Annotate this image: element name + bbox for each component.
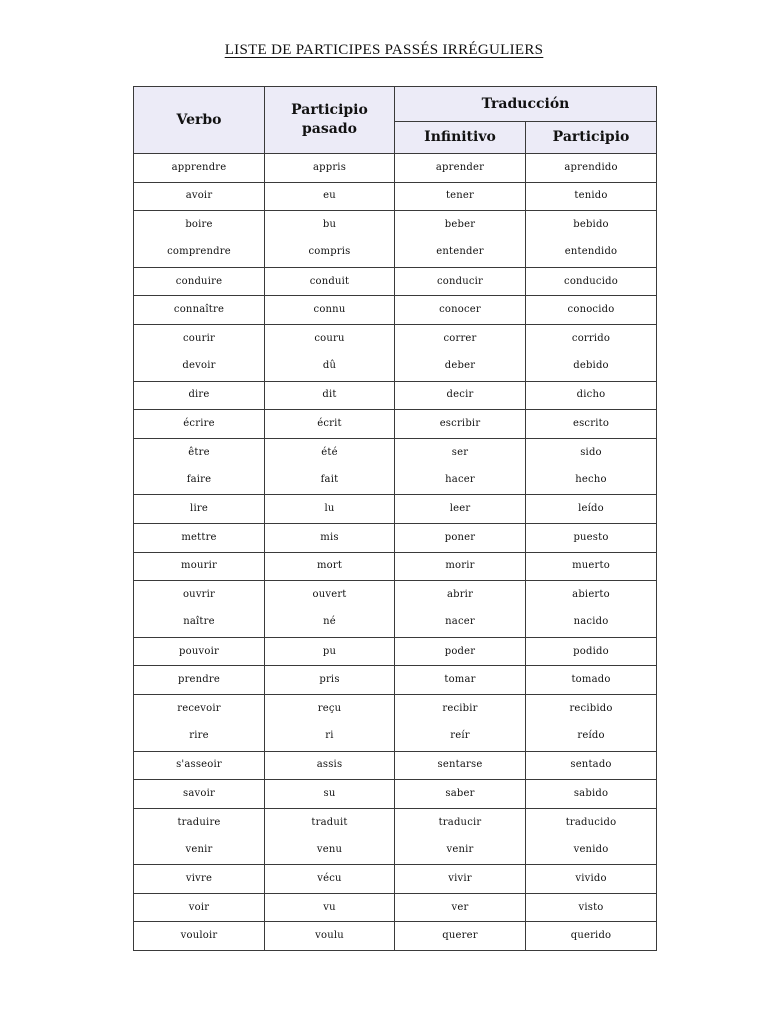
cell-text: entender [436,246,484,258]
infinitivo-cell [395,922,526,951]
cell-text: conduit [309,275,350,287]
infinitivo-cell [395,637,526,666]
cell-text: abierto [572,589,610,601]
cell-text: prendre [177,674,221,686]
participio-cell [526,552,657,581]
cell-text: vivre [185,873,213,885]
cell-text: mis [320,531,339,543]
cell-text: querer [442,930,478,942]
header-participio-pasado [265,87,395,154]
cell-text: s'asseoir [176,759,222,771]
cell-text: sabido [573,787,609,799]
table-row [134,865,657,894]
participio-cell [526,495,657,524]
cell-text: decir [446,389,474,401]
verbo-cell [134,438,265,495]
participio-pasado-cell [265,637,395,666]
cell-text: bu [322,219,337,231]
cell-text: avoir [185,190,213,202]
participio-cell [526,922,657,951]
cell-text: compris [308,246,351,258]
participio-cell [526,751,657,780]
cell-text: vivir [448,873,472,885]
cell-text: hecho [575,474,607,486]
cell-text: comprendre [167,246,231,258]
table-row [134,637,657,666]
cell-text: tener [445,190,475,202]
participio-pasado-cell [265,808,395,865]
infinitivo-cell [395,666,526,695]
participio-cell [526,211,657,268]
cell-text: devoir [182,360,216,372]
cell-text: entendido [564,246,618,258]
participio-pasado-cell [265,324,395,381]
verbo-cell [134,211,265,268]
infinitivo-cell [395,893,526,922]
participio-cell [526,267,657,296]
verbo-cell [134,523,265,552]
cell-text: sentado [570,759,612,771]
participio-cell [526,523,657,552]
infinitivo-cell [395,438,526,495]
participio-cell [526,381,657,410]
participio-cell [526,324,657,381]
table-row [134,182,657,211]
participio-pasado-cell [265,694,395,751]
cell-text: lire [190,503,208,515]
cell-text: dû [322,360,337,372]
cell-text: visto [578,901,604,913]
table-row [134,922,657,951]
participio-pasado-cell [265,780,395,809]
cell-text: bebido [573,219,609,231]
cell-text: vécu [317,873,342,885]
cell-text: recevoir [177,703,221,715]
cell-text: reído [577,730,605,742]
cell-text: conduire [175,275,223,287]
cell-text: assis [316,759,343,771]
cell-text: debido [573,360,609,372]
participio-cell [526,438,657,495]
table-header [134,87,657,154]
infinitivo-cell [395,267,526,296]
cell-text: voir [188,901,210,913]
table-row [134,381,657,410]
cell-text: eu [323,190,336,202]
table-row [134,694,657,751]
verbo-cell [134,410,265,439]
table-row [134,751,657,780]
verbo-cell [134,893,265,922]
participio-pasado-cell [265,211,395,268]
cell-text: beber [444,219,476,231]
cell-text: mourir [181,560,217,572]
infinitivo-cell [395,381,526,410]
participio-pasado-cell [265,893,395,922]
cell-text: né [323,616,336,628]
infinitivo-cell [395,410,526,439]
participio-cell [526,296,657,325]
cell-text: lu [324,503,335,515]
cell-text: tomar [444,674,476,686]
cell-text: abrir [446,589,474,601]
verbo-cell [134,865,265,894]
table-row [134,410,657,439]
cell-text: reçu [317,703,342,715]
cell-text: mort [316,560,343,572]
cell-text: deber [444,360,476,372]
participio-pasado-cell [265,267,395,296]
verbo-cell [134,922,265,951]
table-row [134,780,657,809]
verbo-cell [134,581,265,638]
cell-text: faire [186,474,212,486]
cell-text: nacido [573,616,609,628]
cell-text: poder [444,645,476,657]
cell-text: pris [319,674,340,686]
cell-text: ser [451,447,469,459]
participio-pasado-cell [265,922,395,951]
verbo-cell [134,808,265,865]
participio-pasado-cell [265,751,395,780]
cell-text: reír [450,730,470,742]
participio-cell [526,893,657,922]
participio-pasado-cell [265,381,395,410]
cell-text: connaître [173,304,225,316]
cell-text: été [321,447,338,459]
infinitivo-cell [395,581,526,638]
cell-text: ri [325,730,334,742]
participio-cell [526,694,657,751]
cell-text: traducido [565,816,617,828]
cell-text: recibido [569,703,613,715]
cell-text: savoir [183,787,215,799]
table-row [134,211,657,268]
participio-pasado-cell [265,581,395,638]
cell-text: conducir [436,275,484,287]
participio-cell [526,182,657,211]
verbo-cell [134,296,265,325]
cell-text: hacer [445,474,475,486]
cell-text: appris [312,161,347,173]
infinitivo-cell [395,694,526,751]
cell-text: mettre [181,531,217,543]
verbo-cell [134,694,265,751]
infinitivo-cell [395,296,526,325]
verbo-cell [134,154,265,183]
participio-cell [526,581,657,638]
verbo-cell [134,780,265,809]
cell-text: venir [185,843,213,855]
table-row [134,893,657,922]
participles-table [133,86,657,951]
document-title-text: LISTE DE PARTICIPES PASSÉS IRRÉGULIERS [224,42,544,58]
cell-text: morir [445,560,475,572]
cell-text: sido [580,447,602,459]
cell-text: ver [451,901,469,913]
cell-text: fait [320,474,339,486]
participio-pasado-cell [265,410,395,439]
cell-text: couru [314,333,345,345]
header-infinitivo: Infinitivo [395,122,526,154]
verbo-cell [134,751,265,780]
participio-cell [526,637,657,666]
cell-text: rire [189,730,209,742]
table-row [134,324,657,381]
cell-text: poner [444,531,476,543]
participio-pasado-cell [265,523,395,552]
participio-cell [526,666,657,695]
participio-pasado-cell [265,182,395,211]
table-row [134,438,657,495]
table-row [134,495,657,524]
cell-text: vouloir [180,930,218,942]
cell-text: naître [183,616,215,628]
cell-text: puesto [573,531,609,543]
infinitivo-cell [395,523,526,552]
participio-pasado-cell [265,154,395,183]
cell-text: dit [322,389,337,401]
cell-text: correr [443,333,477,345]
verbo-cell [134,381,265,410]
table-row [134,581,657,638]
infinitivo-cell [395,154,526,183]
table-row [134,666,657,695]
cell-text: aprender [435,161,485,173]
cell-text: venir [446,843,474,855]
header-traduccion: Traducción [395,87,657,122]
cell-text: voulu [315,930,344,942]
cell-text: leído [578,503,604,515]
participio-cell [526,865,657,894]
cell-text: ouvert [312,589,347,601]
cell-text: conocer [439,304,481,316]
infinitivo-cell [395,751,526,780]
table-row [134,154,657,183]
cell-text: tenido [574,190,608,202]
header-verbo: Verbo [134,87,265,154]
cell-text: escribir [439,417,481,429]
cell-text: boire [185,219,213,231]
infinitivo-cell [395,324,526,381]
cell-text: conducido [564,275,618,287]
cell-text: écrire [183,417,215,429]
cell-text: leer [449,503,471,515]
participio-pasado-cell [265,865,395,894]
cell-text: saber [445,787,475,799]
table-row [134,552,657,581]
verbo-cell [134,324,265,381]
verbo-cell [134,637,265,666]
cell-text: dicho [576,389,606,401]
cell-text: sentarse [437,759,483,771]
header-participio: Participio [526,122,657,154]
cell-text: tomado [571,674,611,686]
participio-cell [526,808,657,865]
table-row [134,296,657,325]
cell-text: querido [570,930,612,942]
cell-text: ouvrir [182,589,216,601]
cell-text: conocido [567,304,615,316]
verbo-cell [134,666,265,695]
participio-pasado-cell [265,438,395,495]
cell-text: muerto [572,560,610,572]
cell-text: venido [573,843,609,855]
infinitivo-cell [395,865,526,894]
infinitivo-cell [395,495,526,524]
cell-text: connu [313,304,346,316]
participio-pasado-cell [265,552,395,581]
header-participio-pasado-line1: Participio [291,102,368,118]
table-row [134,523,657,552]
infinitivo-cell [395,552,526,581]
table-row [134,808,657,865]
participio-cell [526,410,657,439]
cell-text: aprendido [564,161,618,173]
table-body [134,154,657,951]
verbo-cell [134,552,265,581]
cell-text: traduit [311,816,348,828]
cell-text: podido [573,645,609,657]
cell-text: écrit [317,417,342,429]
cell-text: nacer [445,616,475,628]
cell-text: apprendre [171,161,227,173]
infinitivo-cell [395,211,526,268]
cell-text: recibir [442,703,478,715]
cell-text: vu [323,901,336,913]
verbo-cell [134,267,265,296]
verbo-cell [134,182,265,211]
cell-text: escrito [572,417,610,429]
cell-text: corrido [571,333,611,345]
header-participio-pasado-line2: pasado [302,121,357,137]
cell-text: su [323,787,336,799]
cell-text: venu [316,843,343,855]
participio-pasado-cell [265,666,395,695]
cell-text: vivido [575,873,607,885]
verbo-cell [134,495,265,524]
infinitivo-cell [395,780,526,809]
participio-cell [526,154,657,183]
infinitivo-cell [395,182,526,211]
cell-text: courir [182,333,216,345]
participio-pasado-cell [265,495,395,524]
cell-text: traduire [177,816,221,828]
cell-text: traducir [438,816,482,828]
table-row [134,267,657,296]
cell-text: dire [188,389,210,401]
infinitivo-cell [395,808,526,865]
participio-pasado-cell [265,296,395,325]
cell-text: pouvoir [179,645,219,657]
participio-cell [526,780,657,809]
cell-text: être [188,447,210,459]
cell-text: pu [322,645,337,657]
document-title [0,42,768,59]
